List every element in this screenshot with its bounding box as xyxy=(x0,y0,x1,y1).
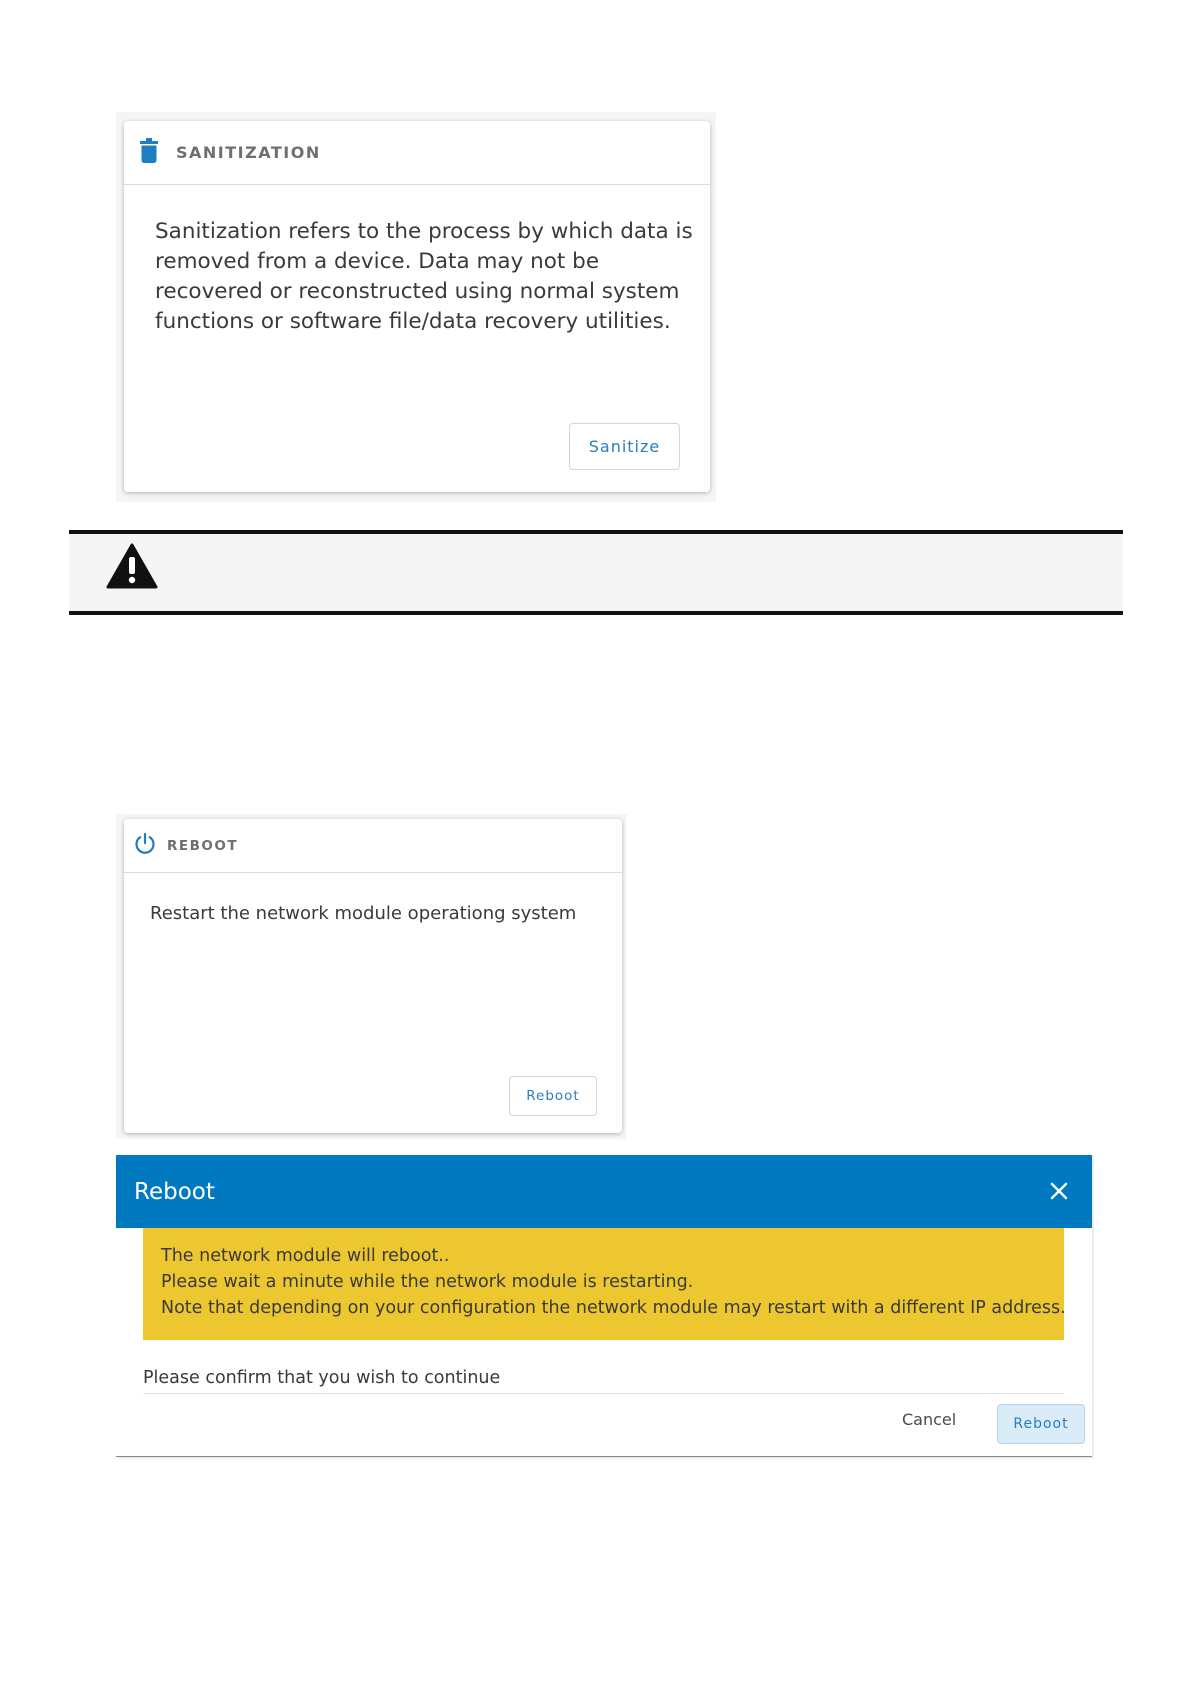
reboot-dialog-title: Reboot xyxy=(134,1178,215,1205)
confirm-reboot-button[interactable]: Reboot xyxy=(997,1404,1085,1444)
reboot-card-title: REBOOT xyxy=(167,837,239,854)
sanitization-card-title: SANITIZATION xyxy=(176,143,321,162)
sanitization-card-header xyxy=(124,121,710,185)
reboot-dialog xyxy=(116,1155,1092,1457)
warning-band xyxy=(69,530,1123,615)
reboot-warning-alert xyxy=(143,1228,1064,1340)
alert-line: Note that depending on your configuration the network module may restart with a different IP address. xyxy=(161,1298,1066,1318)
trash-icon xyxy=(140,138,158,167)
confirm-message: Please confirm that you wish to continue xyxy=(143,1368,501,1388)
reboot-card-header xyxy=(124,819,622,873)
close-icon[interactable] xyxy=(1044,1175,1074,1209)
warning-triangle-icon xyxy=(106,543,158,593)
power-icon xyxy=(133,832,157,860)
sanitization-card-description: Sanitization refers to the process by which data is removed from a device. Data may not be recovered or reconstructed using normal system functions or software file/data recovery utilities. xyxy=(155,219,693,334)
reboot-card-description: Restart the network module operationg system xyxy=(150,903,577,924)
reboot-dialog-header xyxy=(116,1155,1092,1228)
dialog-divider xyxy=(143,1393,1064,1394)
reboot-card xyxy=(124,819,622,1133)
reboot-card-button[interactable]: Reboot xyxy=(509,1076,597,1116)
cancel-button[interactable]: Cancel xyxy=(902,1410,957,1429)
alert-line: The network module will reboot.. xyxy=(161,1246,450,1266)
alert-line: Please wait a minute while the network module is restarting. xyxy=(161,1272,694,1292)
sanitize-button[interactable]: Sanitize xyxy=(569,423,680,470)
sanitization-card xyxy=(124,121,710,492)
